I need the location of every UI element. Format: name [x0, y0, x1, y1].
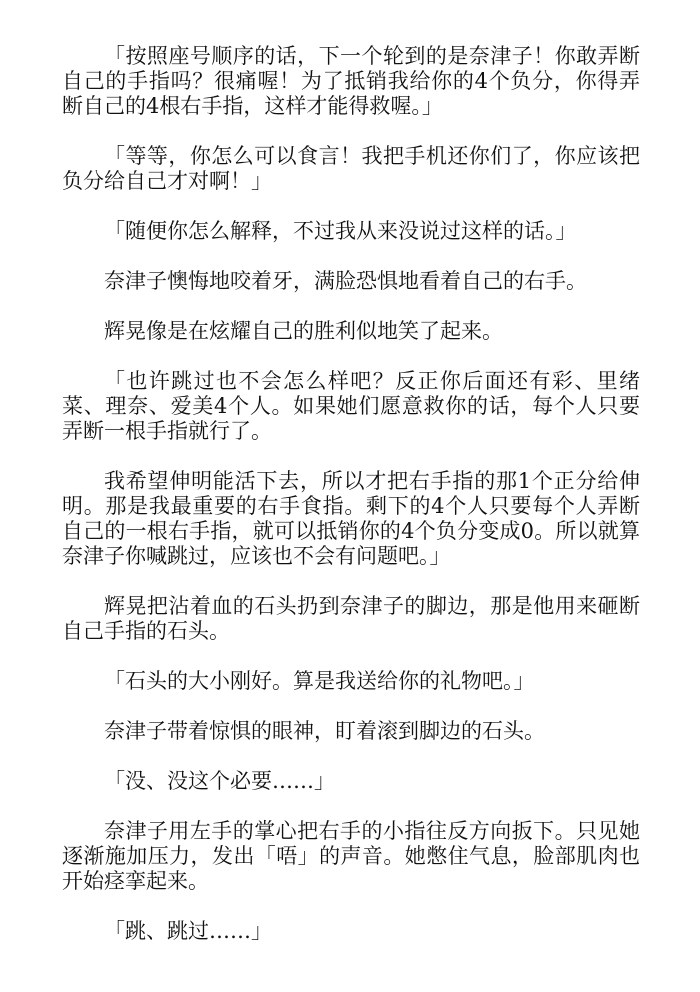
paragraph: 奈津子带着惊惧的眼神，盯着滚到脚边的石头。 — [104, 719, 545, 743]
document-page — [62, 44, 640, 944]
paragraph: 「按照座号顺序的话，下一个轮到的是奈津子！你敢弄断自己的手指吗？很痛喔！为了抵销我给你的4个负分，你得弄断自己的4根右手指，这样才能得救喔。」 — [62, 44, 640, 118]
paragraph: 奈津子懊悔地咬着牙，满脸恐惧地看着自己的右手。 — [104, 269, 587, 293]
paragraph: 「等等，你怎么可以食言！我把手机还你们了，你应该把负分给自己才对啊！」 — [62, 144, 640, 193]
paragraph: 辉晃把沾着血的石头扔到奈津子的脚边，那是他用来砸断自己手指的石头。 — [62, 594, 640, 643]
paragraph: 我希望伸明能活下去，所以才把右手指的那1个正分给伸明。那是我最重要的右手食指。剩下的4个人只要每个人弄断自己的一根右手指，就可以抵销你的4个负分变成0。所以就算奈津子你喊跳过，应该也不会有问题吧。」 — [62, 469, 640, 568]
paragraph: 「随便你怎么解释，不过我从来没说过这样的话。」 — [104, 219, 577, 243]
paragraph: 「石头的大小刚好。算是我送给你的礼物吧。」 — [104, 669, 535, 693]
paragraph: 辉晃像是在炫耀自己的胜利似地笑了起来。 — [104, 319, 503, 343]
paragraph: 奈津子用左手的掌心把右手的小指往反方向扳下。只见她逐渐施加压力，发出「唔」的声音。她憋住气息，脸部肌肉也开始痉挛起来。 — [62, 819, 640, 893]
paragraph: 「没、没这个必要……」 — [104, 769, 335, 793]
paragraph: 「跳、跳过……」 — [104, 919, 272, 943]
paragraph: 「也许跳过也不会怎么样吧？反正你后面还有彩、里绪菜、理奈、爱美4个人。如果她们愿意救你的话，每个人只要弄断一根手指就行了。 — [62, 369, 640, 443]
